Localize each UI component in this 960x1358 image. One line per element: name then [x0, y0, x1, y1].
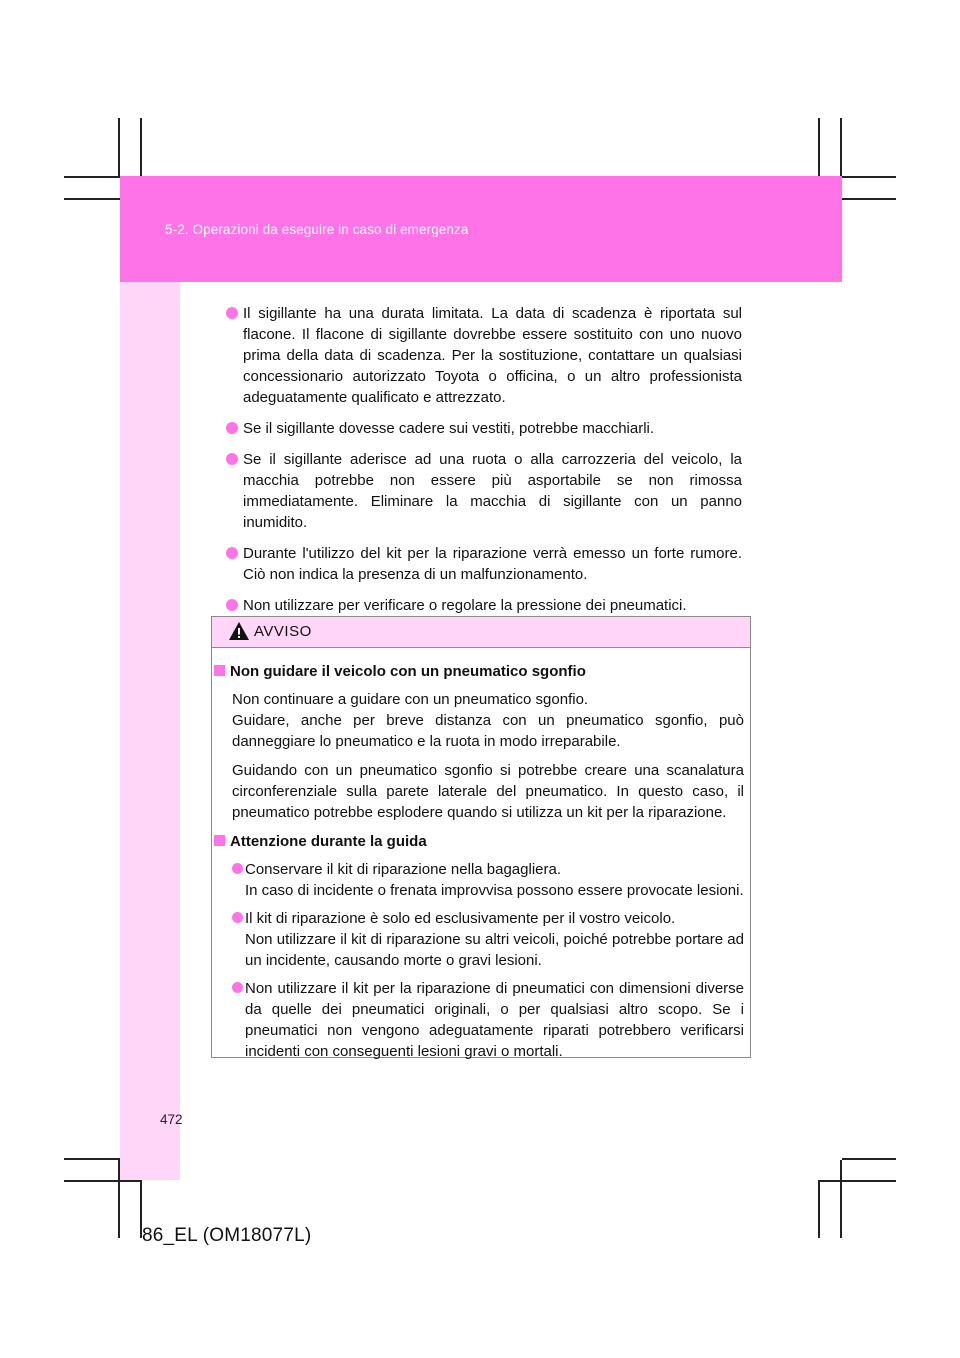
crop-mark: [840, 118, 842, 176]
warning-title-bar: [212, 617, 750, 648]
crop-mark: [842, 198, 896, 200]
bullet-icon: [232, 863, 243, 874]
crop-mark: [818, 1182, 820, 1238]
warning-section-heading: [214, 831, 744, 852]
section-header: 5-2. Operazioni da eseguire in caso di emergenza: [165, 222, 469, 237]
crop-mark: [840, 1160, 842, 1238]
heading-text: Attenzione durante la guida: [230, 833, 427, 850]
crop-mark: [64, 1180, 142, 1182]
list-item: [226, 303, 742, 408]
bullet-icon: [226, 453, 238, 465]
list-item: [226, 595, 742, 616]
list-item-text: Non utilizzare il kit per la riparazione di pneumatici con dimensioni diverse da quelle dei pneumatici originali, o per qualsiasi altro scopo. Se i pneumatici non vengono adeguatamente riparati potrebbero verificarsi incidenti con conseguenti lesioni gravi o mortali.: [245, 980, 744, 1060]
warning-paragraph: [232, 689, 744, 752]
warning-paragraph: Guidando con un pneumatico sgonfio si potrebbe creare una scanalatura circonferenziale sulla parete laterale del pneumatico. In questo caso, il pneumatico potrebbe esplodere quando si utilizza un kit per la riparazione.: [232, 762, 744, 821]
warning-body: [212, 648, 750, 1062]
crop-mark: [842, 1158, 896, 1160]
bullet-icon: [226, 422, 238, 434]
list-item-text: Il sigillante ha una durata limitata. La data di scadenza è riportata sul flacone. Il flacone di sigillante dovrebbe essere sostituito con uno nuovo prima della data di scadenza. Per la sostituzione, contattare un qualsiasi concessionario autorizzato Toyota o officina, o un altro professionista adeguatamente qualificato e attrezzato.: [243, 305, 742, 406]
list-item: [232, 908, 744, 971]
square-bullet-icon: [214, 665, 225, 676]
list-item: [226, 449, 742, 533]
bullet-icon: [226, 547, 238, 559]
list-item: [232, 978, 744, 1062]
list-item: [226, 418, 742, 439]
crop-mark: [818, 1180, 896, 1182]
paragraph-line: Non continuare a guidare con un pneumatico sgonfio.: [232, 691, 589, 708]
heading-text: Non guidare il veicolo con un pneumatico sgonfio: [230, 663, 586, 680]
list-item: [232, 859, 744, 901]
side-strip: [120, 282, 180, 1180]
list-item-text: In caso di incidente o frenata improvvisa possono essere provocate lesioni.: [245, 882, 744, 899]
page-number: 472: [160, 1112, 183, 1127]
list-item-text: Il kit di riparazione è solo ed esclusivamente per il vostro veicolo.: [245, 910, 676, 927]
paragraph-line: Guidare, anche per breve distanza con un pneumatico sgonfio, può danneggiare lo pneumatico e la ruota in modo irreparabile.: [232, 712, 744, 750]
warning-list: [232, 859, 744, 1062]
bullet-icon: [232, 912, 243, 923]
list-item-text: Conservare il kit di riparazione nella bagagliera.: [245, 861, 562, 878]
list-item-text: Se il sigillante aderisce ad una ruota o alla carrozzeria del veicolo, la macchia potrebbe non essere più asportabile se non rimossa immediatamente. Eliminare la macchia di sigillante con un panno inumidito.: [243, 451, 742, 531]
list-item-text: Non utilizzare il kit di riparazione su altri veicoli, poiché potrebbe portare ad un incidente, causando morte o gravi lesioni.: [245, 931, 744, 969]
bullet-icon: [226, 307, 238, 319]
list-item-text: Non utilizzare per verificare o regolare la pressione dei pneumatici.: [243, 597, 687, 614]
warning-title: AVVISO: [254, 623, 312, 640]
crop-mark: [118, 118, 120, 176]
footer-code: 86_EL (OM18077L): [142, 1225, 312, 1246]
warning-section-heading: [214, 661, 744, 682]
warning-box: [211, 616, 751, 1058]
main-content: [226, 303, 742, 626]
list-item-text: Durante l'utilizzo del kit per la riparazione verrà emesso un forte rumore. Ciò non indica la presenza di un malfunzionamento.: [243, 545, 742, 583]
crop-mark: [64, 198, 120, 200]
bullet-icon: [226, 599, 238, 611]
warning-triangle-icon: [228, 621, 250, 641]
notes-list: [226, 303, 742, 616]
square-bullet-icon: [214, 835, 225, 846]
list-item: [226, 543, 742, 585]
crop-mark: [64, 1158, 120, 1160]
list-item-text: Se il sigillante dovesse cadere sui vestiti, potrebbe macchiarli.: [243, 420, 655, 437]
bullet-icon: [232, 982, 243, 993]
